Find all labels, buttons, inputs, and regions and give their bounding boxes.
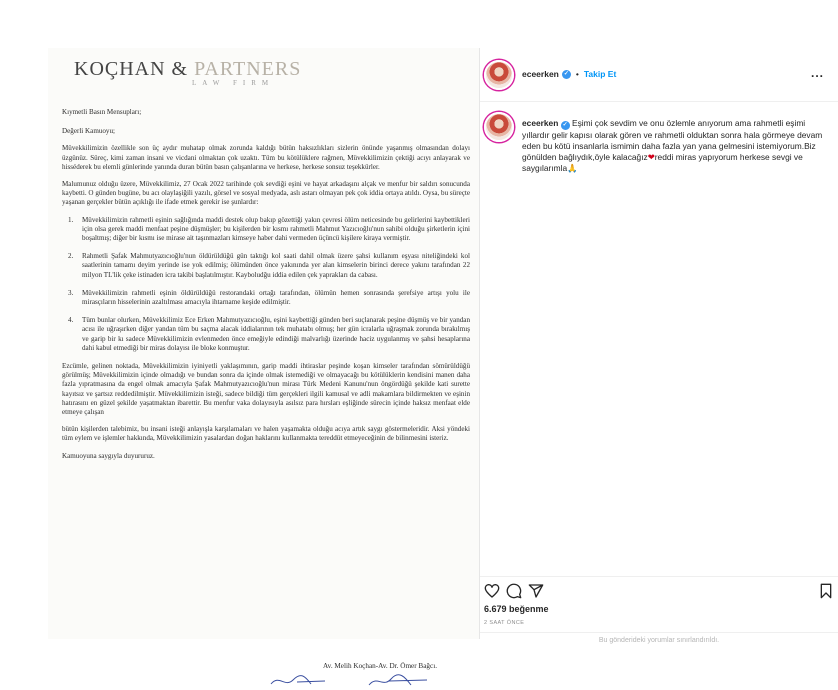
avatar[interactable] xyxy=(484,112,514,142)
letter-image xyxy=(48,48,480,670)
avatar[interactable] xyxy=(484,60,514,90)
firm-name xyxy=(74,58,301,81)
letter-paragraph: bütün kişilerden talebimiz, bu insani isteği anlayışla karşılamaları ve halen yaşamakta olduğu acıya artık saygı göstermeleridir. Aksi yöndeki tüm eylem ve işlemler hakkında, Müvekkilimizin yasalardan doğan haklarını kullanmakta tereddüt etmeyeceğinin de bilinmesini isteriz. xyxy=(62,425,470,443)
caption-username-link[interactable]: eceerken xyxy=(522,118,559,128)
firm-name-partners: PARTNERS xyxy=(194,58,302,80)
share-icon[interactable] xyxy=(528,583,544,599)
letter-signature-names: Av. Melih Koçhan-Av. Dr. Ömer Bağcı. xyxy=(323,662,437,670)
list-number: 3. xyxy=(68,288,74,297)
list-text: Tüm bunlar olurken, Müvekkilimiz Ece Erken Mahmutyazıcıoğlu, eşini kaybettiği günden beri suçlanarak peşine düşmüş ve bir yandan acısı ile uğraşırken diğer yandan tüm bu saçma alacak iddialarının tek muhatabı olmuş; her gün icralarla uğraşmak zorunda bırakılmış ve garip bir kı sadece Müvekkilimizin evlenmeden önce emeğiyle edindiği malvarlığı üzerinde haciz uygulanmış ve şahsi hesaplarına dahi kabul etmediği bir miras dolayısı ile bloke konmuştur. xyxy=(82,316,470,352)
header-user-row xyxy=(522,69,616,79)
letter-paragraph: Ezcümle, gelinen noktada, Müvekkilimizin iyiniyetli yaklaşımının, garip maddi ihtiraslar peşinde koşan kimseler tarafından sömürüldüğü görülmüş; Müvekkilimizin içinde olmadığı ve bundan sonra da içinde olmak istemediği ve olmayacağı bu kötülüklerin kendisini manen daha fazla yıpratmasına da engel olmak amacıyla Şafak Mahmutyazıcıoğlu'nun mirası Türk Medeni Kanunu'nun öngördüğü şekilde kati surette kayıtsız ve şartsız reddedilmiştir. Müvekkilimizin isteği, sadece bildiği tüm gerçekleri ilgili kamusal ve adli makamlara bildirmekten ve eşinin hatırasını en güzel şekilde yaşatmaktan ibarettir. Bu menfur vaka dolayısıyla asılsız para hırsları eşliğinde sürecin içinde haksız menfaat elde etmeye çalışan xyxy=(62,362,470,417)
list-item xyxy=(62,316,470,353)
username-link[interactable]: eceerken xyxy=(522,69,559,79)
list-number: 1. xyxy=(68,215,74,224)
heart-icon[interactable] xyxy=(484,583,500,599)
caption-text: reddi miras yapıyorum herkese sevgi ve saygılarımla xyxy=(522,152,803,173)
list-item xyxy=(62,252,470,280)
comments-limited-notice: Bu gönderideki yorumlar sınırlandırıldı. xyxy=(480,632,838,644)
letter-closing: Kamuoyuna saygıyla duyururuz. xyxy=(62,451,155,460)
verified-badge-icon: ✓ xyxy=(562,122,568,128)
follow-button[interactable]: Takip Et xyxy=(583,69,617,79)
more-options-icon[interactable]: ... xyxy=(810,66,824,80)
handwritten-signatures xyxy=(265,672,435,690)
post-caption xyxy=(522,118,826,174)
greeting-public: Değerli Kamuoyu; xyxy=(62,127,115,136)
comment-icon[interactable] xyxy=(506,583,522,599)
letter-paragraph: Müvekkilimizin özellikle son üç aydır muhatap olmak zorunda kaldığı bütün haksızlıkları sizlerin önünde yaşanmış olmasından dolayı üzgünüz. Süreç, kimi zaman insani ve vicdani olmaktan çok uzaktı. Tüm bu kötülüklere rağmen, Müvekkilimizin çektiği acıyı anlayarak ve hisséderek bu elemli günlerinde yanında duran bütün basın çalışanlarına ve herkese, herkese sonsuz teşekkürler. xyxy=(62,144,470,171)
list-number: 4. xyxy=(68,316,74,325)
list-text: Rahmetli Şafak Mahmutyazıcıoğlu'nun öldürüldüğü gün taktığı kol saati dahil olmak üzere şahsi kullanım eşyası niteliğindeki kol saatlerinin tamamı deyim yerinde ise yok edilmiş; ölümünden önce yakınında yer alan kimselerin birinci derece yakını tarafından 22 milyon TL'lik çeke istinaden icra takibi başlatılmıştır. Kayboludğu iddia edilen çek yaprakları da cabası. xyxy=(82,252,470,279)
bookmark-icon[interactable] xyxy=(818,583,834,599)
red-heart-emoji-icon: ❤ xyxy=(647,152,655,162)
list-number: 2. xyxy=(68,252,74,261)
caption-text: Eşimi çok sevdim ve onu özlemle anıyorum ama rahmetli eşimi yıllardır gelir kapısı olarak gören ve rahmetli olduktan sonra hala görmeye devam eden bu kötü insanlarla ismimin daha fazla yan yana gelmesini istemiyorum.Biz gönülden bağlıydık,öyle kalacağız xyxy=(522,118,823,162)
letter-list xyxy=(62,216,470,353)
post-header xyxy=(480,48,838,102)
praying-hands-emoji-icon: 🙏 xyxy=(567,163,578,173)
post-timestamp[interactable]: 2 SAAT ÖNCE xyxy=(484,620,525,626)
letter-paragraph: Malumunuz olduğu üzere, Müvekkilimiz, 27 Ocak 2022 tarihinde çok sevdiği eşini ve hayat arkadaşını alçak ve menfur bir saldırı sonucunda kaybetti. O günden bugüne, bu acı olaylaşiğili yazılı, görsel ve sosyal medyada, aslı astarı olmayan pek çok iddia ortaya atıldı. Oysa, bu süreçte yaşanan gerçekler bütün açıklığı ile ifade etmek gerekir ise şunlardır: xyxy=(62,180,470,207)
list-item xyxy=(62,216,470,244)
firm-subtitle: LAW FIRM xyxy=(192,79,275,87)
instagram-post-panel xyxy=(480,48,838,644)
verified-badge-icon: ✓ xyxy=(563,70,569,77)
greeting-press: Kıymetli Basın Mensupları; xyxy=(62,108,142,116)
letterhead xyxy=(74,58,301,87)
list-text: Müvekkilimizin rahmetli eşinin öldürüldüğü restorandaki ortağı tarafından, ölümün hemen sonrasında şerefsiye artışı yolu ile mirasçıların hisselerinin azaltılması amacıyla ihtarname keşide edilmiştir. xyxy=(82,288,470,307)
letter-body xyxy=(62,108,470,469)
post-actions-bar xyxy=(480,576,838,600)
likes-count[interactable]: 6.679 beğenme xyxy=(484,604,549,614)
list-item xyxy=(62,289,470,307)
list-text: Müvekkilimizin rahmetli eşinin sağlığında maddi destek olup bakıp gözettiği yakın çevresi ölüm neticesinde bu gelirlerini kaybettikleri için olsa gerek maddi menfaat peşine düşmüşler; bu kişilerden bir kısmı rahmetli Mahmut Yazıcıoğlu'nun sahibi olduğu şirketlerin içini boşaltmış; diğer bir kısmı ise mirase ait taşınmazları kimseye haber dahi vermeden üçüncü kişilere kiraya vermiştir. xyxy=(82,215,470,243)
separator-dot: • xyxy=(575,69,579,79)
firm-name-primary: KOÇHAN & xyxy=(74,58,189,80)
